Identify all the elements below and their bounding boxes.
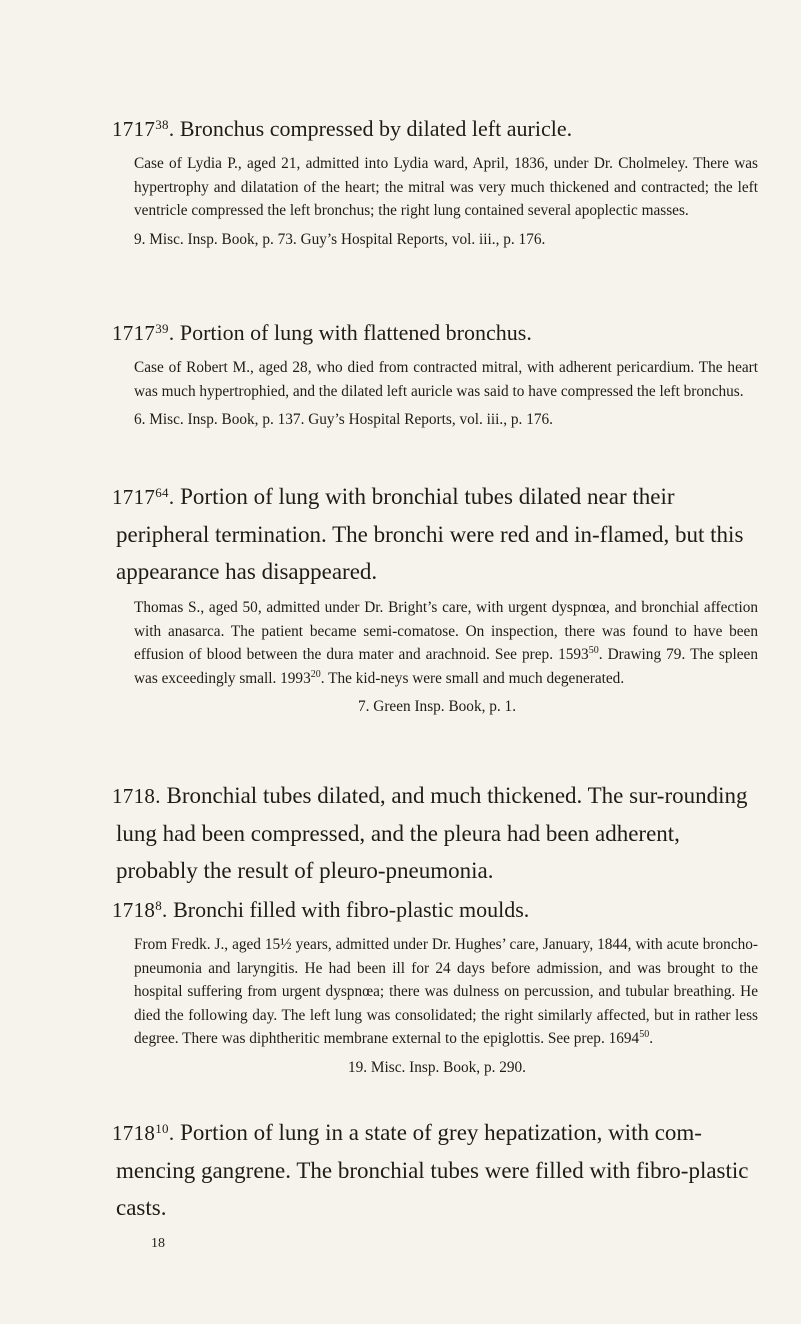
entry-number: 1718$^8$. [112,898,168,922]
entry-number: 1717$^{39}$. [112,321,175,345]
entry-title: Bronchial tubes dilated, and much thickened. The sur-rounding lung had been compressed, and the pleura had been adherent, probably the result of pleuro-pneumonia. [116,783,748,883]
entry-1718-10 [112,1114,758,1226]
page-number: 18 [151,1236,165,1251]
entry-number: 1717$^{38}$. [112,117,175,141]
entry-1717-39 [112,316,758,431]
entry-title: Portion of lung with bronchial tubes dilated near their peripheral termination. The bronchi were red and in-flamed, but this appearance has disappeared. [116,484,744,584]
entry-heading [112,112,758,146]
entry-reference: 7. Green Insp. Book, p. 1. [357,698,517,715]
entry-1718-8 [112,893,758,1079]
entry-body: Case of Lydia P., aged 21, admitted into Lydia ward, April, 1836, under Dr. Cholmeley. There was hypertrophy and dilatation of the heart; the mitral was very much thickened and contracted; the left ventricle compressed the left bronchus; the right lung contained several apoplectic masses. [134,155,758,219]
entry-heading [112,777,758,889]
entry-body: Thomas S., aged 50, admitted under Dr. Bright’s care, with urgent dyspnœa, and bronchial affection with anasarca. The patient became semi-comatose. On inspection, there was found to have been effusion of blood between the dura mater and arachnoid. See prep. 1593$^{50}$. Drawing 79. The spleen was exceedingly small. 1993$^{20}$. The kid-neys were small and much degenerated. [134,599,758,687]
entry-1717-64 [112,478,758,718]
entry-body: From Fredk. J., aged 15½ years, admitted under Dr. Hughes’ care, January, 1844, with acute broncho-pneumonia and laryngitis. He had been ill for 24 days before admission, and was brought to the hospital suffering from urgent dyspnœa; there was dulness on percussion, and tubular breathing. He died the following day. The left lung was consolidated; the right similarly affected, but in rather less degree. There was diphtheritic membrane external to the epiglottis. See prep. 1694$^{50}$. [134,936,758,1047]
entry-heading [112,893,758,927]
entry-1718 [112,777,758,889]
entry-number: 1718$^{10}$. [112,1121,175,1145]
entry-reference: 9. Misc. Insp. Book, p. 73. Guy’s Hospital Reports, vol. iii., p. 176. [134,230,546,248]
entry-title: Bronchi filled with fibro-plastic moulds. [173,897,530,922]
entry-heading [112,1114,758,1226]
entry-body: Case of Robert M., aged 28, who died from contracted mitral, with adherent pericardium. The heart was much hypertrophied, and the dilated left auricle was said to have compressed the left bronchus. [134,359,758,400]
entry-number: 1717$^{64}$. [112,485,175,509]
entry-title: Portion of lung in a state of grey hepatization, with com-mencing gangrene. The bronchial tubes were filled with fibro-plastic casts. [116,1120,749,1220]
entry-title: Portion of lung with flattened bronchus. [179,320,532,345]
entry-title: Bronchus compressed by dilated left auricle. [179,116,573,141]
entry-heading [112,316,758,350]
entry-reference: 19. Misc. Insp. Book, p. 290. [347,1058,527,1076]
entry-number: 1718. [112,784,161,808]
entry-heading [112,478,758,590]
entry-1717-38 [112,112,758,251]
entry-reference: 6. Misc. Insp. Book, p. 137. Guy’s Hospital Reports, vol. iii., p. 176. [134,411,553,428]
